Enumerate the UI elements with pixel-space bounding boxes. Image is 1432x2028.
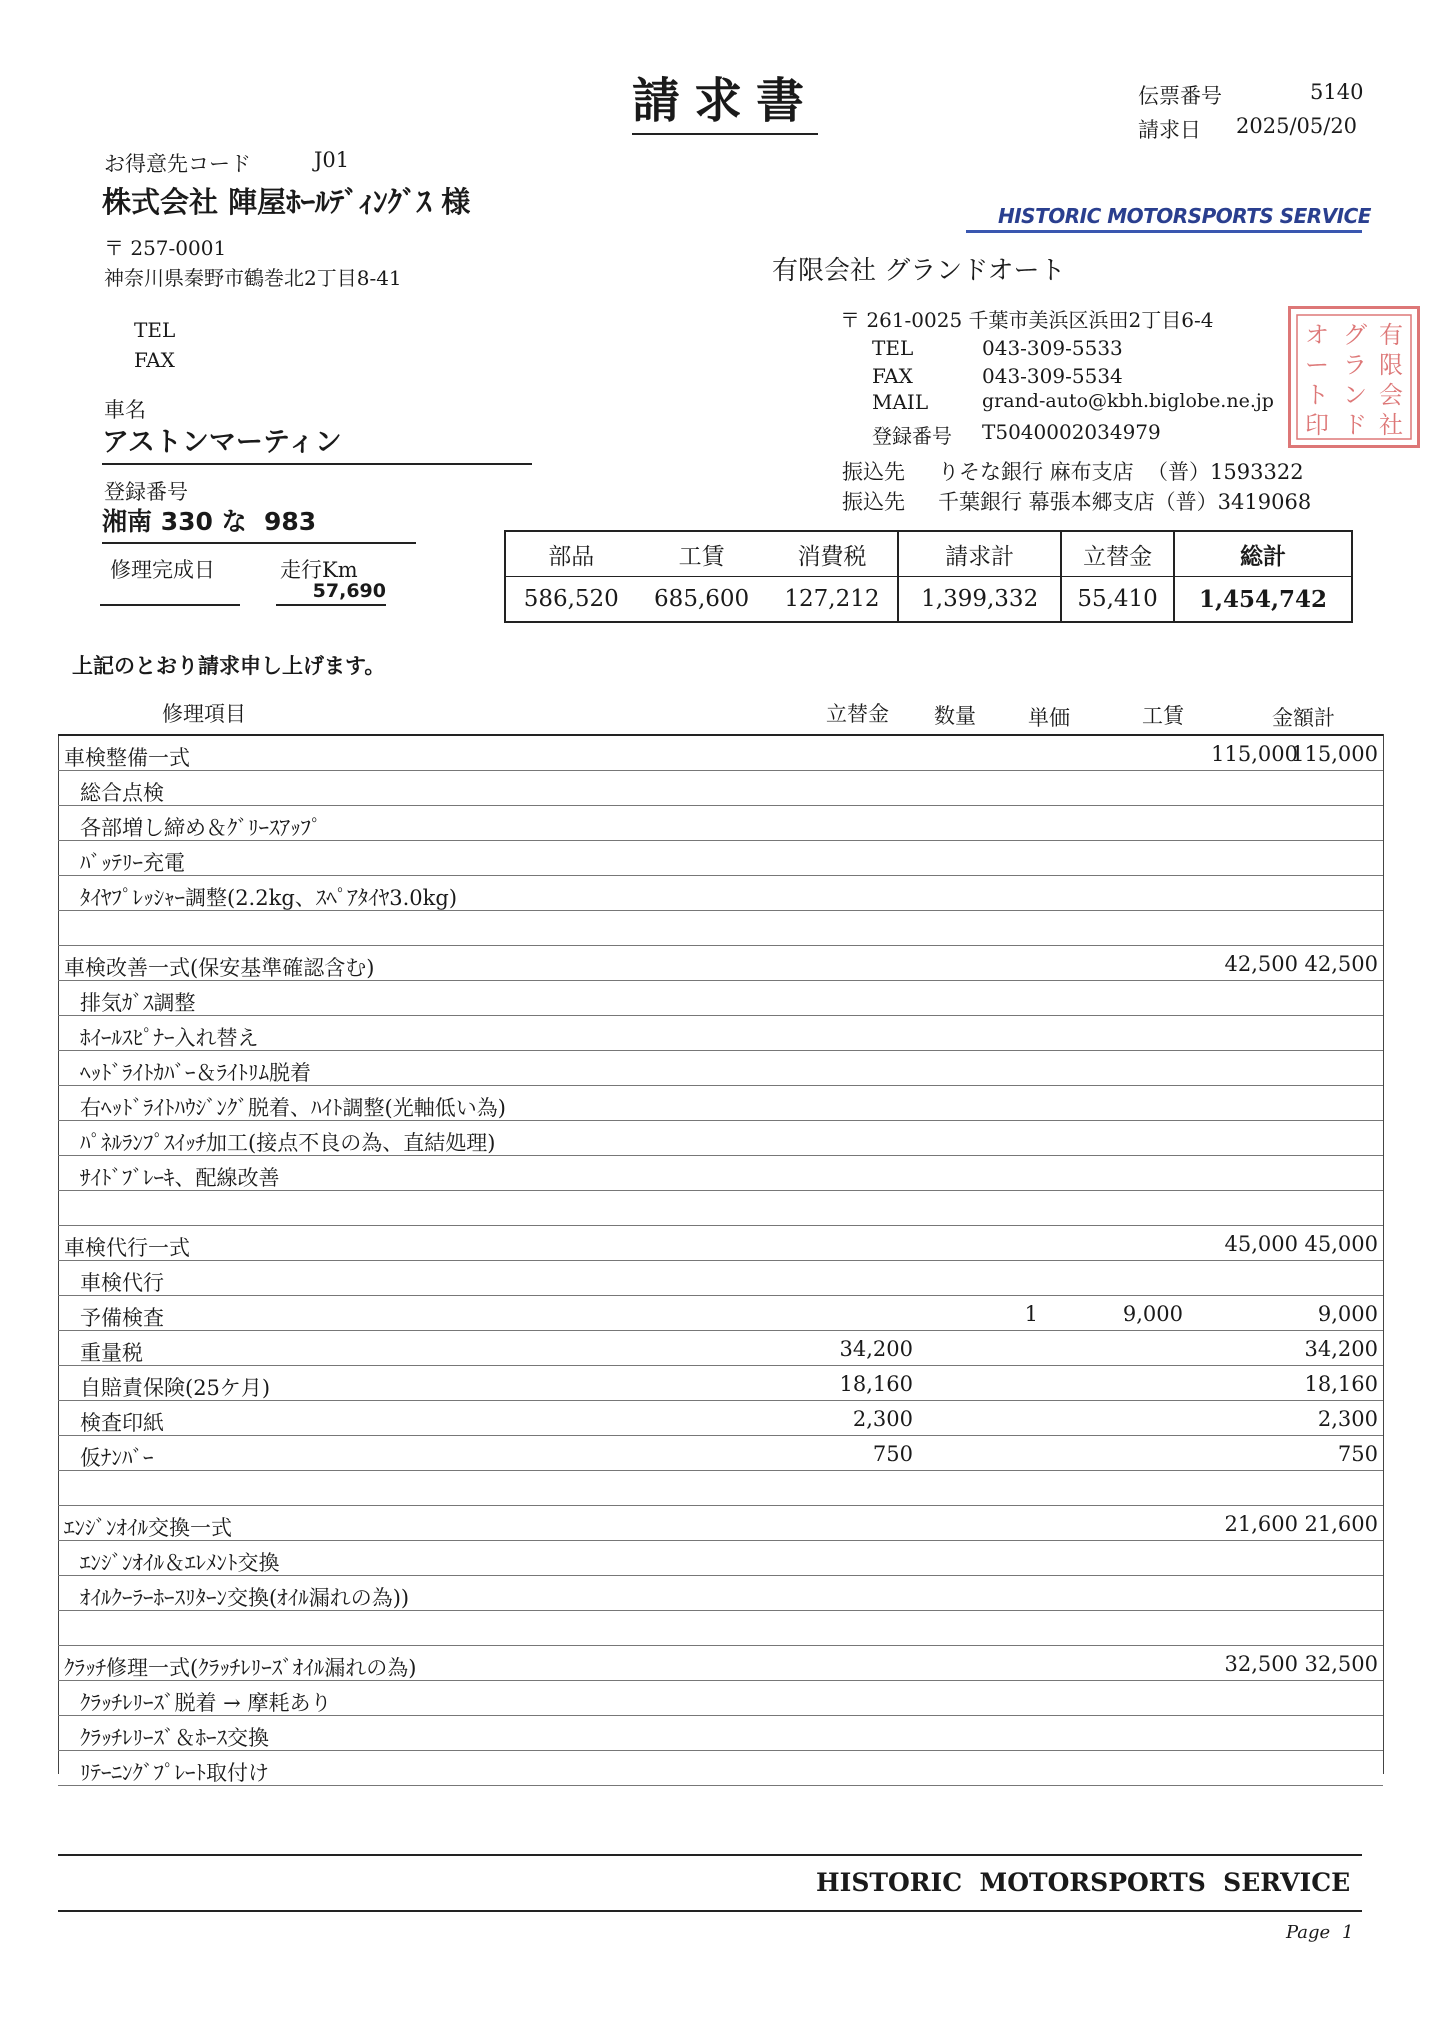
- item-name: 重量税: [80, 1341, 143, 1365]
- table-row: [58, 1751, 1383, 1786]
- col-item: 修理項目: [162, 702, 246, 726]
- bank1: りそな銀行 麻布支店 （普）1593322: [938, 460, 1304, 484]
- company-reg-label: 登録番号: [872, 424, 952, 448]
- svg-text:印: 印: [1305, 411, 1329, 439]
- totals-header-labor: 工賃: [637, 531, 767, 577]
- item-name: 検査印紙: [80, 1411, 164, 1435]
- table-row: [58, 1366, 1383, 1401]
- item-name: 総合点検: [80, 781, 164, 805]
- company-mail: grand-auto@kbh.biglobe.ne.jp: [982, 390, 1274, 412]
- table-row: [58, 1261, 1383, 1296]
- table-row: [58, 981, 1383, 1016]
- item-total: 115,000: [1291, 742, 1378, 766]
- item-labor: 115,000: [1211, 742, 1298, 766]
- svg-text:会: 会: [1379, 381, 1403, 409]
- customer-code-label: お得意先コード: [104, 152, 251, 176]
- item-name: 仮ﾅﾝﾊﾞｰ: [80, 1446, 154, 1470]
- table-row: [58, 1121, 1383, 1156]
- slip-number: 5140: [1310, 80, 1364, 104]
- company-fax: 043-309-5534: [982, 364, 1123, 388]
- company-address: 〒 261-0025 千葉市美浜区浜田2丁目6-4: [840, 308, 1214, 332]
- table-row: [58, 736, 1383, 771]
- table-row: [58, 1436, 1383, 1471]
- invoice-date-label: 請求日: [1138, 118, 1201, 142]
- totals-advance: 55,410: [1061, 577, 1174, 623]
- item-name: ｵｲﾙｸｰﾗｰﾎｰｽﾘﾀｰﾝ交換(ｵｲﾙ漏れの為)): [80, 1586, 410, 1610]
- item-advance: 18,160: [839, 1372, 913, 1396]
- item-name: 車検代行一式: [64, 1236, 190, 1260]
- vehicle-name-label: 車名: [104, 398, 146, 422]
- footer-brand: HISTORIC MOTORSPORTS SERVICE: [816, 1868, 1351, 1897]
- totals-labor: 685,600: [654, 586, 750, 612]
- item-total: 34,200: [1304, 1337, 1378, 1361]
- totals-header-tax: 消費税: [767, 531, 899, 577]
- svg-text:ド: ド: [1343, 411, 1367, 439]
- bank2-label: 振込先: [842, 490, 905, 514]
- table-row: [58, 1051, 1383, 1086]
- statement: 上記のとおり請求申し上げます。: [72, 654, 386, 678]
- seal-graphic: [1291, 309, 1417, 445]
- invoice-date: 2025/05/20: [1236, 114, 1358, 138]
- company-fax-label: FAX: [872, 364, 913, 388]
- table-row: [58, 1156, 1383, 1191]
- slip-number-label: 伝票番号: [1138, 84, 1222, 108]
- table-row: [58, 1401, 1383, 1436]
- company-seal: [1288, 306, 1420, 448]
- company-tel-label: TEL: [872, 336, 914, 360]
- item-name: ｸﾗｯﾁ修理一式(ｸﾗｯﾁﾚﾘｰｽﾞｵｲﾙ漏れの為): [64, 1656, 417, 1680]
- item-qty: 1: [1024, 1302, 1038, 1326]
- customer-name: 株式会社 陣屋ﾎｰﾙﾃﾞｨﾝｸﾞｽ 様: [102, 185, 471, 219]
- item-total: 21,600: [1304, 1512, 1378, 1536]
- page-title: 請求書: [632, 62, 818, 135]
- table-row: [58, 1611, 1383, 1646]
- table-row: [58, 1331, 1383, 1366]
- item-total: 18,160: [1304, 1372, 1378, 1396]
- mileage: 57,690: [276, 580, 386, 606]
- vehicle-name: アストンマーティン: [102, 420, 532, 465]
- col-labor: 工賃: [1142, 704, 1184, 728]
- svg-text:限: 限: [1379, 351, 1403, 379]
- item-total: 2,300: [1317, 1407, 1378, 1431]
- item-name: ｴﾝｼﾞﾝｵｲﾙ交換一式: [64, 1516, 232, 1540]
- customer-address: 神奈川県秦野市鶴巻北2丁目8-41: [104, 266, 402, 290]
- customer-fax-label: FAX: [134, 348, 175, 372]
- svg-text:ン: ン: [1343, 381, 1367, 409]
- item-labor: 32,500: [1224, 1652, 1298, 1676]
- item-name: 車検整備一式: [64, 746, 190, 770]
- item-name: ｸﾗｯﾁﾚﾘｰｽﾞ脱着 → 摩耗あり: [80, 1691, 332, 1715]
- items-right-border: [1383, 734, 1384, 1774]
- company-mail-label: MAIL: [872, 390, 929, 414]
- svg-text:有: 有: [1379, 321, 1403, 349]
- table-row: [58, 841, 1383, 876]
- table-row: [58, 1296, 1383, 1331]
- totals-header-parts: 部品: [505, 531, 637, 577]
- item-name: 右ﾍｯﾄﾞﾗｲﾄﾊｳｼﾞﾝｸﾞ脱着、ﾊｲﾄ調整(光軸低い為): [80, 1096, 506, 1120]
- svg-text:オ: オ: [1305, 321, 1329, 349]
- item-total: 42,500: [1304, 952, 1378, 976]
- item-advance: 34,200: [839, 1337, 913, 1361]
- item-total: 750: [1337, 1442, 1378, 1466]
- totals-parts: 586,520: [523, 586, 619, 612]
- table-row: [58, 1506, 1383, 1541]
- totals-tax: 127,212: [784, 586, 880, 612]
- table-row: [58, 1716, 1383, 1751]
- item-name: ｻｲﾄﾞﾌﾞﾚｰｷ、配線改善: [80, 1166, 280, 1190]
- table-row: [58, 1646, 1383, 1681]
- item-labor: 45,000: [1224, 1232, 1298, 1256]
- item-total: 32,500: [1304, 1652, 1378, 1676]
- totals-header-grand: 総計: [1174, 531, 1352, 577]
- totals-header-advance: 立替金: [1061, 531, 1174, 577]
- item-name: 予備検査: [80, 1306, 164, 1330]
- mileage-label: 走行Km: [280, 558, 358, 582]
- table-row: [58, 1191, 1383, 1226]
- item-name: 自賠責保険(25ケ月): [80, 1376, 271, 1400]
- svg-text:ラ: ラ: [1343, 351, 1367, 379]
- brand-header: HISTORIC MOTORSPORTS SERVICE: [998, 204, 1371, 228]
- totals-table: [504, 530, 1353, 623]
- item-name: ﾊﾟﾈﾙﾗﾝﾌﾟｽｲｯﾁ加工(接点不良の為、直結処理): [80, 1131, 496, 1155]
- completion-date-label: 修理完成日: [110, 558, 215, 582]
- footer-rule-bottom: [58, 1910, 1362, 1912]
- customer-postal: 〒 257-0001: [104, 236, 227, 260]
- page-label: Page: [1286, 1922, 1331, 1943]
- table-row: [58, 1576, 1383, 1611]
- item-name: 排気ｶﾞｽ調整: [80, 991, 196, 1015]
- table-row: [58, 1226, 1383, 1261]
- totals-subtotal: 1,399,332: [898, 577, 1061, 623]
- item-name: ﾘﾃｰﾆﾝｸﾞﾌﾟﾚｰﾄ取付け: [80, 1761, 269, 1785]
- svg-text:グ: グ: [1343, 321, 1367, 349]
- table-row: [58, 1471, 1383, 1506]
- totals-header-subtotal: 請求計: [898, 531, 1061, 577]
- col-unit-price: 単価: [1028, 706, 1070, 730]
- item-name: ﾊﾞｯﾃﾘｰ充電: [80, 851, 185, 875]
- item-name: ﾎｲｰﾙｽﾋﾟﾅｰ入れ替え: [80, 1026, 259, 1050]
- item-labor: 21,600: [1224, 1512, 1298, 1536]
- item-total: 9,000: [1317, 1302, 1378, 1326]
- item-name: ﾀｲﾔﾌﾟﾚｯｼｬｰ調整(2.2kg、ｽﾍﾟｱﾀｲﾔ3.0kg): [80, 886, 458, 910]
- bank2: 千葉銀行 幕張本郷支店（普）3419068: [938, 490, 1312, 514]
- brand-header-underline: [966, 230, 1362, 233]
- item-name: 車検代行: [80, 1271, 164, 1295]
- item-total: 45,000: [1304, 1232, 1378, 1256]
- company-name: 有限会社 グランドオート: [772, 256, 1066, 286]
- col-advance: 立替金: [826, 702, 889, 726]
- table-row: [58, 1016, 1383, 1051]
- svg-text:社: 社: [1379, 411, 1403, 439]
- item-advance: 750: [872, 1442, 913, 1466]
- completion-date-line: [100, 604, 240, 606]
- table-row: [58, 1086, 1383, 1121]
- table-row: [58, 771, 1383, 806]
- svg-text:ト: ト: [1305, 381, 1329, 409]
- item-name: ｸﾗｯﾁﾚﾘｰｽﾞ＆ﾎｰｽ交換: [80, 1726, 269, 1750]
- registration-label: 登録番号: [104, 480, 188, 504]
- page-number: 1: [1342, 1922, 1354, 1943]
- item-unit-price: 9,000: [1122, 1302, 1183, 1326]
- footer-rule-top: [58, 1854, 1362, 1856]
- totals-grand: 1,454,742: [1174, 577, 1352, 623]
- item-labor: 42,500: [1224, 952, 1298, 976]
- company-reg: T5040002034979: [982, 420, 1161, 444]
- col-total: 金額計: [1272, 706, 1335, 730]
- customer-tel-label: TEL: [134, 318, 176, 342]
- item-name: ﾍｯﾄﾞﾗｲﾄｶﾊﾞｰ＆ﾗｲﾄﾘﾑ脱着: [80, 1061, 311, 1085]
- col-qty: 数量: [934, 704, 976, 728]
- table-row: [58, 1681, 1383, 1716]
- customer-code: J01: [314, 148, 350, 172]
- items-table: [58, 734, 1383, 1786]
- item-name: ｴﾝｼﾞﾝｵｲﾙ＆ｴﾚﾒﾝﾄ交換: [80, 1551, 280, 1575]
- table-row: [58, 946, 1383, 981]
- registration-number: 湘南 330 な 983: [102, 502, 416, 544]
- company-tel: 043-309-5533: [982, 336, 1123, 360]
- item-advance: 2,300: [852, 1407, 913, 1431]
- svg-text:ー: ー: [1305, 351, 1329, 379]
- item-name: 車検改善一式(保安基準確認含む): [64, 956, 375, 980]
- table-row: [58, 806, 1383, 841]
- table-row: [58, 876, 1383, 911]
- table-row: [58, 911, 1383, 946]
- table-row: [58, 1541, 1383, 1576]
- bank1-label: 振込先: [842, 460, 905, 484]
- item-name: 各部増し締め＆ｸﾞﾘｰｽｱｯﾌﾟ: [80, 816, 322, 840]
